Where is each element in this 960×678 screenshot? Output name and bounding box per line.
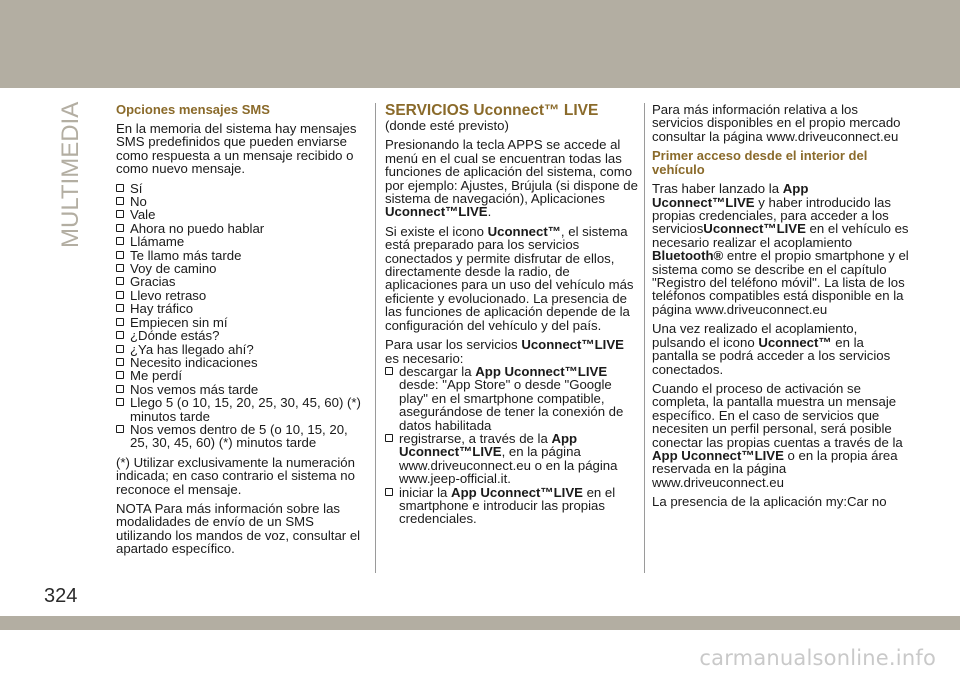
list-item: Hay tráfico (116, 302, 366, 315)
checkbox-icon (116, 197, 124, 205)
checkbox-icon (116, 331, 124, 339)
checkbox-icon (116, 184, 124, 192)
list-item: Nos vemos dentro de 5 (o 10, 15, 20, 25, 30, 45, 60) (*) minutos tarde (116, 423, 366, 450)
list-item: Ahora no puedo hablar (116, 222, 366, 235)
availability-note: (donde esté previsto) (385, 118, 509, 133)
list-item: Necesito indicaciones (116, 356, 366, 369)
checkbox-icon (116, 385, 124, 393)
list-item: Te llamo más tarde (116, 249, 366, 262)
column-divider-2 (644, 103, 645, 573)
list-item: descargar la App Uconnect™LIVE desde: "App Store" o desde "Google play" en el smartphone compatible, asegurándose de tener la conexión de datos habilitada (385, 365, 640, 432)
list-item: Llego 5 (o 10, 15, 20, 25, 30, 45, 60) (*) minutos tarde (116, 396, 366, 423)
checkbox-icon (116, 358, 124, 366)
requirements-list (385, 365, 640, 526)
checkbox-icon (385, 367, 393, 375)
list-item: Sí (116, 182, 366, 195)
checkbox-icon (116, 291, 124, 299)
list-item: Nos vemos más tarde (116, 383, 366, 396)
checkbox-icon (116, 210, 124, 218)
sms-intro: En la memoria del sistema hay mensajes SMS predefinidos que pueden enviarse como respuesta a un mensaje recibido o como nuevo mensaje. (116, 121, 357, 177)
bottom-band (0, 616, 960, 630)
list-item: Gracias (116, 275, 366, 288)
section-side-label-text: MULTIMEDIA (57, 101, 84, 248)
more-info-paragraph: Para más información relativa a los servicios disponibles en el propio mercado consultar la página www.driveuconnect.eu (652, 102, 901, 144)
column-uconnect-services (385, 103, 640, 532)
watermark: carmanualsonline.info (699, 646, 936, 670)
list-item: Me perdí (116, 369, 366, 382)
activation-paragraph: Cuando el proceso de activación se completa, la pantalla muestra un mensaje específico. En el caso de servicios que necesiten un perfil personal, será posible conectar las propias cuentas a través de la App Uconnect™LIVE o en la propia área reservada en la página www.driveuconnect.eu (652, 380, 903, 490)
list-item: iniciar la App Uconnect™LIVE en el smartphone e introducir las propias credenciales. (385, 486, 640, 526)
checkbox-icon (116, 345, 124, 353)
checkbox-icon (116, 371, 124, 379)
checkbox-icon (116, 264, 124, 272)
checkbox-icon (385, 434, 393, 442)
checkbox-icon (116, 224, 124, 232)
requirements-intro: Para usar los servicios Uconnect™LIVE es necesario: (385, 337, 624, 366)
column-sms-options (116, 103, 366, 562)
checkbox-icon (116, 398, 124, 406)
list-item: ¿Dónde estás? (116, 329, 366, 342)
numbering-footnote: (*) Utilizar exclusivamente la numeración indicada; en caso contrario el sistema no reconoce el mensaje. (116, 454, 355, 497)
column-first-access (652, 103, 912, 515)
checkbox-icon (116, 277, 124, 285)
access-services-paragraph: Una vez realizado el acoplamiento, pulsando el icono Uconnect™ en la pantalla se podrá acceder a los servicios conectados. (652, 321, 891, 377)
list-item: registrarse, a través de la App Uconnect™LIVE, en la página www.driveuconnect.eu o en la página www.jeep-official.it. (385, 432, 640, 486)
uconnect-services-heading: SERVICIOS Uconnect™ LIVE (385, 102, 599, 119)
list-item: Vale (116, 208, 366, 221)
first-access-heading: Primer acceso desde el interior del vehículo (652, 148, 868, 178)
list-item: Llevo retraso (116, 289, 366, 302)
checkbox-icon (116, 425, 124, 433)
list-item: Empiecen sin mí (116, 316, 366, 329)
checkbox-icon (116, 318, 124, 326)
apps-paragraph: Presionando la tecla APPS se accede al menú en el cual se encuentran todas las funciones de aplicación del sistema, como por ejemplo: Ajustes, Brújula (si dispone de sistema de navegación), Aplicaciones Uconnect™LIVE. (385, 137, 638, 220)
pairing-paragraph: Tras haber lanzado la App Uconnect™LIVE y haber introducido las propias credenciales, para acceder a los serviciosUconnect™LIVE en el vehículo es necesario realizar el acoplamiento Bluetooth® entre el propio smartphone y el sistema como se describe en el capítulo "Registro del teléfono móvil". La lista de los teléfonos compatibles está disponible en la página www.driveuconnect.eu (652, 181, 909, 317)
list-item: No (116, 195, 366, 208)
section-side-label (56, 98, 84, 248)
checkbox-icon (116, 237, 124, 245)
uconnect-icon-paragraph: Si existe el icono Uconnect™, el sistema está preparado para los servicios conectados y permite disfrutar de ellos, directamente desde la radio, de aplicaciones para un uso del vehículo más eficiente y evolucionado. La presencia de las funciones de aplicación depende de la configuración del vehículo y del país. (385, 223, 634, 333)
voice-command-note: NOTA Para más información sobre las modalidades de envío de un SMS utilizando los mandos de voz, consultar el apartado específico. (116, 500, 361, 557)
list-item: Voy de camino (116, 262, 366, 275)
checkbox-icon (116, 304, 124, 312)
list-item: Llámame (116, 235, 366, 248)
list-item: ¿Ya has llegado ahí? (116, 343, 366, 356)
checkbox-icon (116, 251, 124, 259)
sms-options-list (116, 182, 366, 450)
sms-options-heading: Opciones mensajes SMS (116, 102, 270, 117)
mycar-paragraph: La presencia de la aplicación my:Car no (652, 494, 887, 510)
checkbox-icon (385, 488, 393, 496)
column-divider-1 (375, 103, 376, 573)
page-number: 324 (44, 585, 78, 607)
top-band (0, 0, 960, 88)
